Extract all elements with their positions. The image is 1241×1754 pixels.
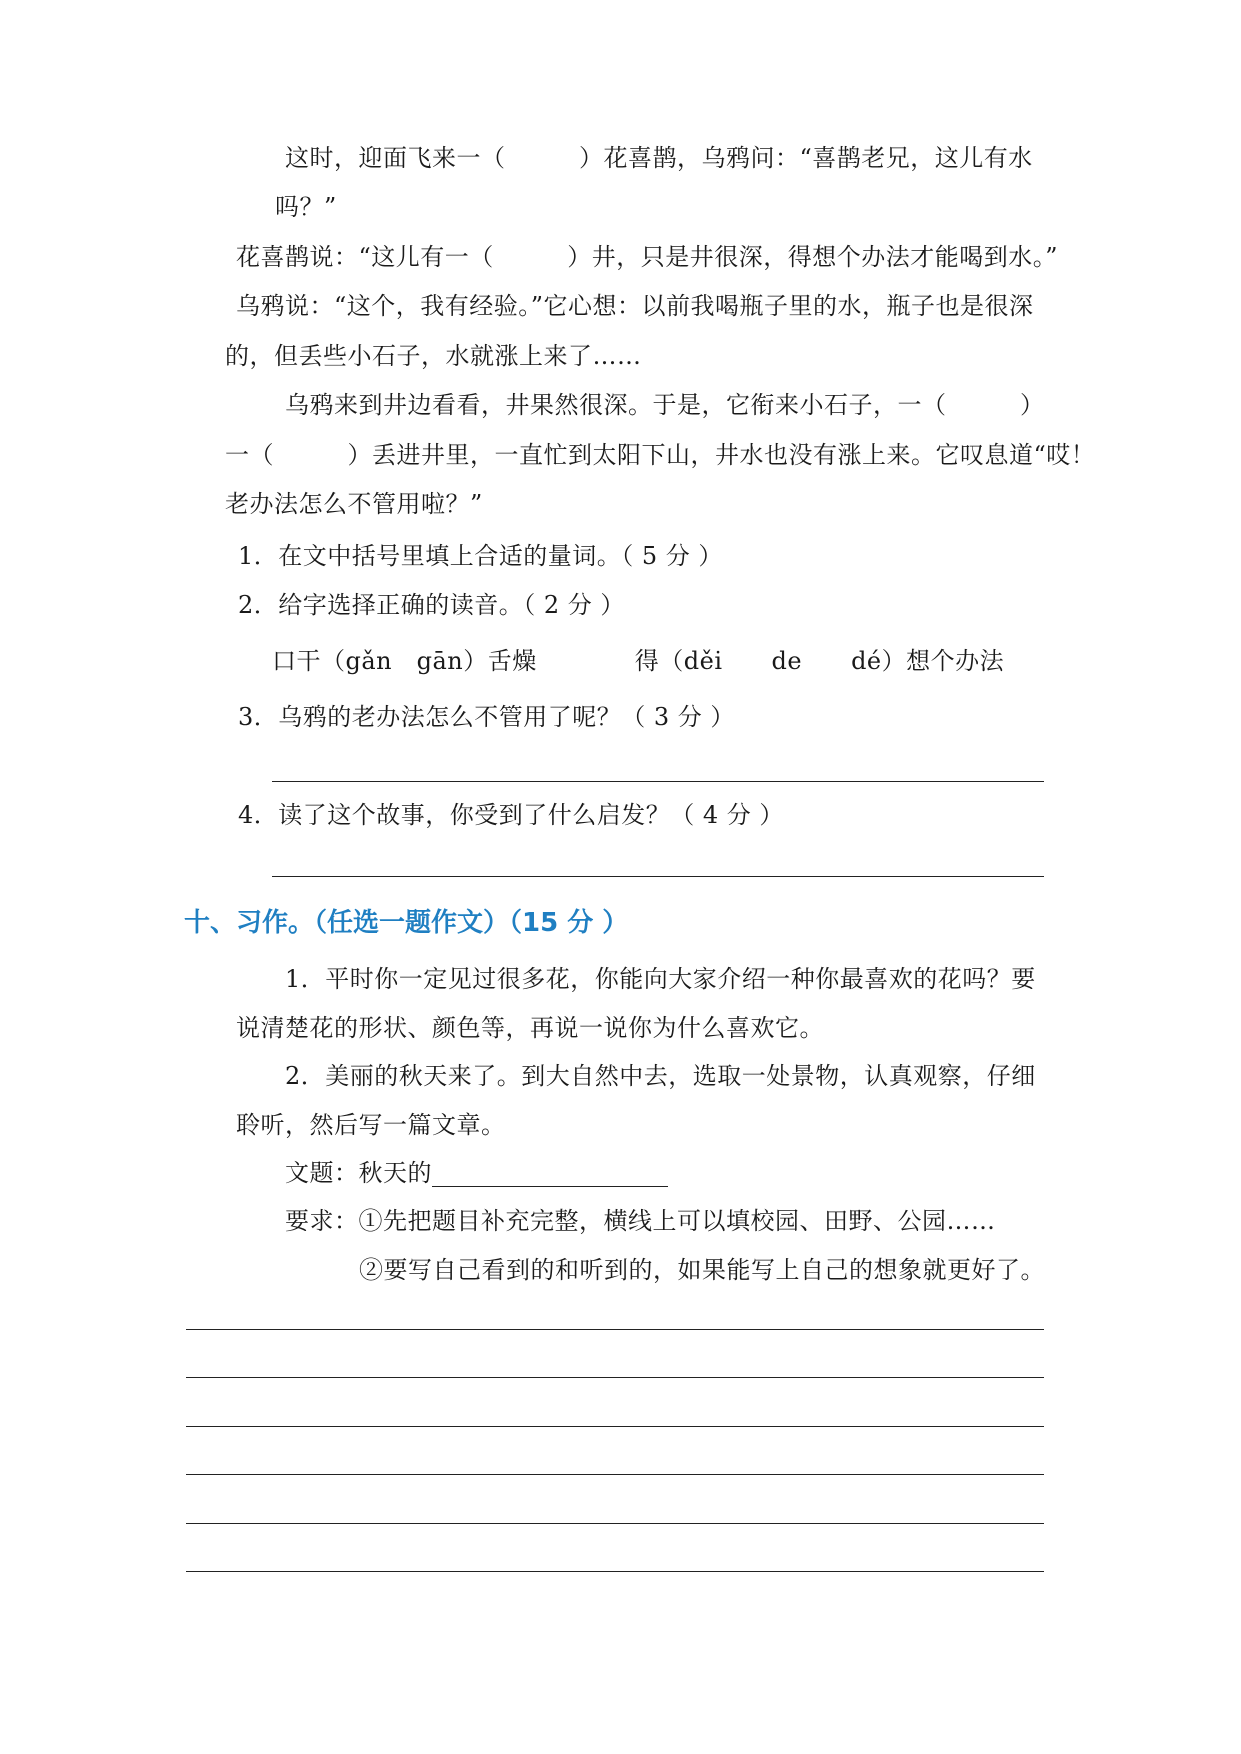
writing-line[interactable] bbox=[186, 1474, 1044, 1475]
answer-line-q4[interactable] bbox=[272, 876, 1044, 877]
passage-line: 老办法怎么不管用啦？” bbox=[225, 490, 483, 518]
passage-line: 这时，迎面飞来一（ ）花喜鹊，乌鸦问：“喜鹊老兄，这儿有水 bbox=[285, 144, 1033, 172]
passage-line: 乌鸦来到井边看看，井果然很深。于是，它衔来小石子，一（ ） bbox=[285, 391, 1045, 419]
section-heading-composition: 十、习作。（任选一题作文）（15 分 ） bbox=[184, 908, 629, 938]
question-2-items: 口干（gǎn gān）舌燥 得（děi de dé）想个办法 bbox=[272, 647, 1005, 675]
passage-line: 吗？” bbox=[275, 193, 337, 221]
composition-topic-2: 2．美丽的秋天来了。到大自然中去，选取一处景物，认真观察，仔细 bbox=[285, 1062, 1036, 1090]
composition-topic-1: 1．平时你一定见过很多花，你能向大家介绍一种你最喜欢的花吗？要 bbox=[285, 965, 1036, 993]
passage-line: 一（ ）丢进井里，一直忙到太阳下山，井水也没有涨上来。它叹息道“哎！ bbox=[225, 441, 1096, 469]
title-label: 文题：秋天的 bbox=[285, 1159, 432, 1187]
question-2: 2．给字选择正确的读音。（ 2 分 ） bbox=[238, 591, 625, 619]
answer-line-q3[interactable] bbox=[272, 781, 1044, 782]
question-4: 4．读了这个故事，你受到了什么启发？（ 4 分 ） bbox=[238, 801, 784, 829]
passage-line: 乌鸦说：“这个，我有经验。”它心想：以前我喝瓶子里的水，瓶子也是很深 bbox=[236, 292, 1034, 320]
writing-line[interactable] bbox=[186, 1426, 1044, 1427]
writing-line[interactable] bbox=[186, 1329, 1044, 1330]
question-1: 1．在文中括号里填上合适的量词。（ 5 分 ） bbox=[238, 542, 723, 570]
writing-line[interactable] bbox=[186, 1571, 1044, 1572]
passage-line: 的，但丢些小石子，水就涨上来了…… bbox=[225, 342, 642, 370]
question-3: 3．乌鸦的老办法怎么不管用了呢？（ 3 分 ） bbox=[238, 703, 735, 731]
passage-line: 花喜鹊说：“这儿有一（ ）井，只是井很深，得想个办法才能喝到水。” bbox=[236, 243, 1059, 271]
requirement-1: 要求：①先把题目补充完整，横线上可以填校园、田野、公园…… bbox=[285, 1207, 996, 1235]
composition-topic-2-cont: 聆听，然后写一篇文章。 bbox=[236, 1111, 506, 1139]
requirement-2: ②要写自己看到的和听到的，如果能写上自己的想象就更好了。 bbox=[359, 1256, 1045, 1284]
writing-line[interactable] bbox=[186, 1523, 1044, 1524]
composition-topic-1-cont: 说清楚花的形状、颜色等，再说一说你为什么喜欢它。 bbox=[236, 1014, 824, 1042]
writing-line[interactable] bbox=[186, 1377, 1044, 1378]
title-blank-line[interactable] bbox=[432, 1186, 668, 1187]
